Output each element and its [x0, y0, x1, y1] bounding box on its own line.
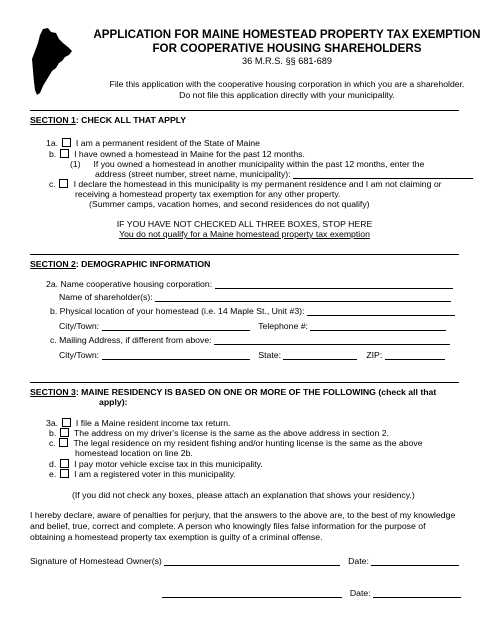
item-3b-text: The address on my driver's license is the same as the above address in section 2.: [73, 428, 389, 438]
cooperative-corporation-name-field[interactable]: [215, 279, 453, 289]
field-2b-row: [50, 306, 455, 317]
signature-field-2[interactable]: [162, 588, 342, 598]
stop-warning: IF YOU HAVE NOT CHECKED ALL THREE BOXES, STOP HERE: [116, 219, 373, 229]
date-field-1[interactable]: [371, 556, 459, 566]
statute-reference: 36 M.R.S. §§ 681-689: [242, 56, 332, 66]
item-3c-number: c.: [49, 438, 56, 448]
item-3a-number: 3a.: [46, 418, 59, 428]
declaration-line1: I hereby declare, aware of penalties for perjury, that the answers to the above are, to the best of my knowledge: [30, 510, 456, 520]
section2-top-rule: [30, 254, 459, 255]
date-label-2: Date:: [349, 588, 371, 598]
mailing-address-field[interactable]: [214, 335, 450, 345]
section2-label: SECTION 2: [30, 259, 76, 269]
item-1b-text: I have owned a homestead in Maine for the past 12 months.: [74, 149, 305, 159]
item-1b1-line2: address (street number, street name, municipality):: [95, 169, 291, 179]
stop-warning-subtext: You do not qualify for a Maine homestead property tax exemption: [119, 229, 370, 239]
section2-heading: [30, 259, 210, 270]
shareholder-label: Name of shareholder(s):: [59, 292, 153, 302]
city-town-label-2: City/Town:: [59, 350, 100, 360]
section3-top-rule: [30, 382, 459, 383]
section3-title-line1: : MAINE RESIDENCY IS BASED ON ONE OR MORE OF THE FOLLOWING (check all that: [75, 387, 437, 397]
item-1b-number: b.: [49, 149, 57, 159]
item-3c-line1: The legal residence on my resident fishing and/or hunting license is the same as the above: [73, 438, 423, 448]
item-3b-number: b.: [49, 428, 57, 438]
city-town-label-1: City/Town:: [59, 321, 100, 331]
checkbox-3b[interactable]: [60, 428, 69, 437]
state-field[interactable]: [283, 350, 357, 360]
shareholder-name-field[interactable]: [155, 292, 451, 302]
zip-field[interactable]: [385, 350, 445, 360]
form-title-line2: FOR COOPERATIVE HOUSING SHAREHOLDERS: [152, 42, 422, 55]
item-3e: [49, 469, 236, 480]
signature-label: Signature of Homestead Owner(s): [30, 556, 162, 566]
section1-heading: [30, 115, 186, 126]
item-3d-number: d.: [49, 459, 57, 469]
checkbox-3c[interactable]: [59, 438, 68, 447]
checkbox-1a[interactable]: [62, 138, 71, 147]
item-1a-number: 1a.: [46, 138, 59, 148]
zip-label: ZIP:: [366, 350, 383, 360]
item-3e-number: e.: [49, 469, 57, 479]
checkbox-3d[interactable]: [60, 459, 69, 468]
checkbox-1b[interactable]: [60, 149, 69, 158]
item-1c-line3-row: (Summer camps, vacation homes, and second residences do not qualify): [89, 199, 370, 209]
item-1c-number: c.: [49, 179, 56, 189]
section1-label: SECTION 1: [30, 115, 76, 125]
checkbox-1c[interactable]: [59, 179, 68, 188]
item-3a-text: I file a Maine resident income tax return.: [75, 418, 231, 428]
maine-silhouette-shape: [32, 28, 72, 95]
declaration-line2: and belief, true, correct and complete. A person who knowingly files false information for the purpose of: [30, 521, 426, 531]
item-1c-line2-row: receiving a homestead property tax exemption for any other property.: [75, 189, 341, 199]
city-phone-row: [59, 321, 446, 332]
checkbox-3e[interactable]: [60, 469, 69, 478]
field-2a-label: 2a. Name cooperative housing corporation:: [46, 279, 213, 289]
signature-field-1[interactable]: [164, 556, 340, 566]
telephone-field[interactable]: [310, 321, 446, 331]
section3-title-line2: apply):: [99, 397, 128, 407]
item-1b1-number: (1): [70, 159, 81, 169]
residency-explanation-note: (If you did not check any boxes, please attach an explanation that shows your residency.): [72, 490, 415, 500]
section3-label: SECTION 3: [30, 387, 76, 397]
section1-top-rule: [30, 110, 459, 111]
field-2c-label: c. Mailing Address, if different from above:: [50, 335, 212, 345]
item-1c-line1: I declare the homestead in this municipality is my permanent residence and I am not claiming or: [73, 179, 442, 189]
item-3e-text: I am a registered voter in this municipality.: [74, 469, 236, 479]
mailing-city-row: [59, 350, 445, 361]
item-3c-line2-row: homestead location on line 2b.: [75, 448, 193, 458]
maine-state-logo: [29, 27, 73, 97]
homestead-location-field[interactable]: [307, 306, 455, 316]
city-town-field-2[interactable]: [102, 350, 250, 360]
section2-title: : DEMOGRAPHIC INFORMATION: [75, 259, 211, 269]
signature-row-1: [30, 556, 459, 567]
filing-note-line1: File this application with the cooperative housing corporation in which you are a shareholder.: [109, 79, 465, 89]
date-label-1: Date:: [348, 556, 369, 566]
field-2a-row: [46, 279, 453, 290]
form-title-line1: APPLICATION FOR MAINE HOMESTEAD PROPERTY TAX EXEMPTION: [93, 28, 481, 41]
signature-row-2: [162, 588, 461, 599]
date-field-2[interactable]: [373, 588, 461, 598]
city-town-field-1[interactable]: [102, 321, 250, 331]
prior-homestead-address-field[interactable]: [293, 169, 473, 179]
item-1a: [46, 138, 260, 149]
filing-note-line2: Do not file this application directly with your municipality.: [179, 90, 395, 100]
field-2b-label: b. Physical location of your homestead (i.e. 14 Maple St., Unit #3):: [50, 306, 305, 316]
section1-title: : CHECK ALL THAT APPLY: [75, 115, 187, 125]
section3-heading: [30, 387, 436, 398]
item-1a-text: I am a permanent resident of the State of Maine: [75, 138, 260, 148]
item-1b1-line1: If you owned a homestead in another municipality within the past 12 months, enter the: [93, 159, 425, 169]
item-3d-text: I pay motor vehicle excise tax in this municipality.: [74, 459, 263, 469]
telephone-label: Telephone #:: [258, 321, 308, 331]
state-label: State:: [258, 350, 282, 360]
field-2c-row: [50, 335, 450, 346]
declaration-line3: obtaining a homestead property tax exemption is guilty of a criminal offense.: [30, 532, 323, 542]
shareholder-row: [59, 292, 451, 303]
checkbox-3a[interactable]: [62, 418, 71, 427]
